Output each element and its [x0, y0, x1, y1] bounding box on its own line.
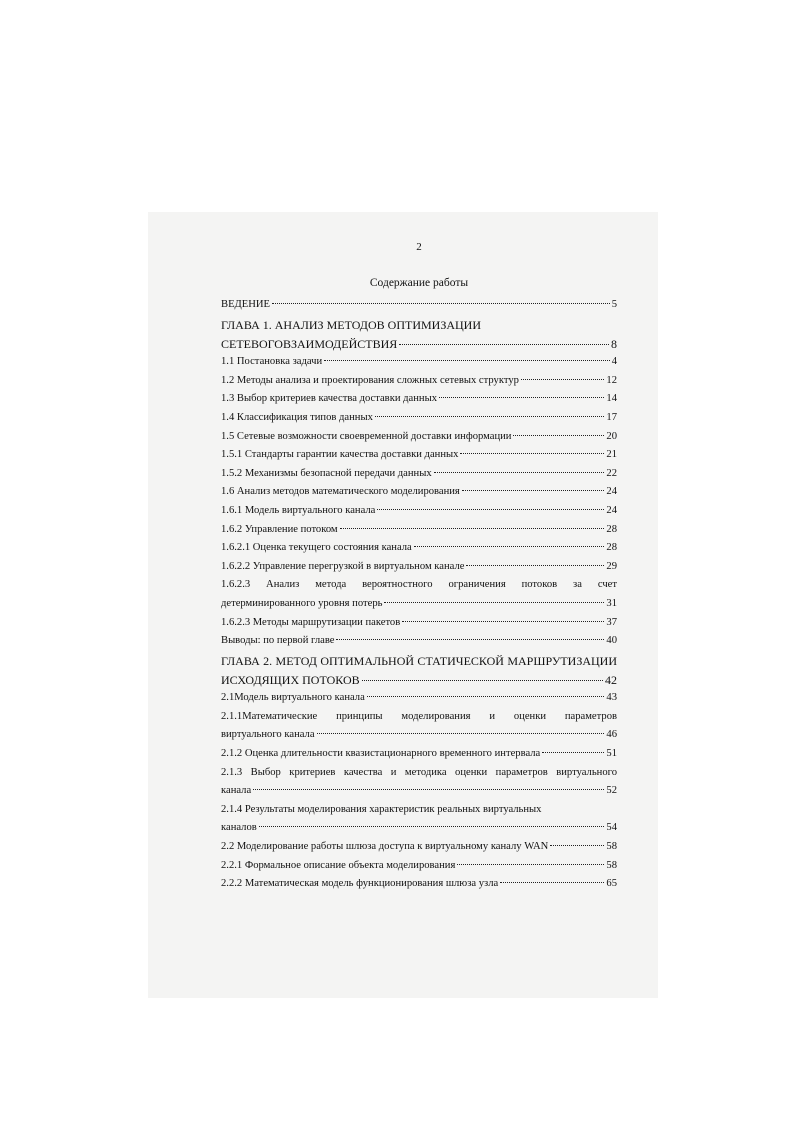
toc-entry-title: 2.2 Моделирование работы шлюза доступа к виртуальному каналу WAN	[221, 841, 549, 853]
toc-entry[interactable]	[221, 819, 617, 838]
toc-entry-title: 2.1.2 Оценка длительности квазистационарного временного интервала	[221, 748, 541, 760]
toc-entry-title: 1.5.1 Стандарты гарантии качества доставки данных	[221, 449, 459, 461]
toc-entry-first-line[interactable]: 2.1.1Математические принципы моделирования и оценки параметров	[221, 710, 617, 722]
toc-entry-title: Выводы: по первой главе	[221, 635, 335, 647]
toc-entry[interactable]	[221, 465, 617, 484]
toc-entry[interactable]	[221, 726, 617, 745]
toc-entry[interactable]	[221, 875, 617, 894]
toc-entry-page: 58	[606, 841, 617, 853]
toc-entry[interactable]	[221, 521, 617, 540]
toc-leader-dots	[466, 564, 604, 566]
toc-entry-title: ИСХОДЯЩИХ ПОТОКОВ	[221, 672, 360, 687]
toc-entry-page: 54	[606, 822, 617, 834]
toc-entry-title: канала	[221, 785, 252, 797]
toc-entry-page: 28	[606, 523, 617, 535]
toc-entry-page: 58	[606, 859, 617, 871]
page-number: 2	[416, 241, 422, 253]
toc-entry[interactable]	[221, 745, 617, 764]
toc-entry-page: 21	[606, 449, 617, 461]
toc-leader-dots	[457, 863, 604, 865]
toc-leader-dots	[324, 359, 610, 361]
toc-entry-title: виртуального канала	[221, 729, 315, 741]
toc-entry[interactable]	[221, 595, 617, 614]
toc-entry-page: 5	[611, 299, 617, 310]
toc-entry-title: 2.1Модель виртуального канала	[221, 692, 365, 704]
toc-entry-title: 1.1 Постановка задачи	[221, 356, 323, 368]
toc-entry-page: 24	[606, 486, 617, 498]
toc-entry[interactable]	[221, 335, 617, 354]
toc-entry[interactable]	[221, 372, 617, 391]
toc-entry-title: 1.6.2.1 Оценка текущего состояния канала	[221, 542, 412, 554]
toc-leader-dots	[259, 825, 605, 827]
toc-entry[interactable]	[221, 390, 617, 409]
toc-page	[221, 236, 617, 894]
toc-leader-dots	[500, 881, 604, 883]
toc-chapter-heading[interactable]: ГЛАВА 2. МЕТОД ОПТИМАЛЬНОЙ СТАТИЧЕСКОЙ МАРШРУТИЗАЦИИ	[221, 653, 617, 668]
toc-entry[interactable]	[221, 614, 617, 633]
toc-entry-page: 28	[606, 542, 617, 554]
toc-entry-page: 37	[606, 616, 617, 628]
toc-leader-dots	[550, 844, 604, 846]
toc-leader-dots	[384, 601, 604, 603]
toc-entry-title: СЕТЕВОГОВЗАИМОДЕЙСТВИЯ	[221, 336, 398, 351]
toc-entry-title: детерминированного уровня потерь	[221, 597, 383, 609]
toc-entry-page: 17	[606, 411, 617, 423]
toc-entry[interactable]	[221, 671, 617, 690]
toc-leader-dots	[377, 508, 604, 510]
toc-entry-title: каналов	[221, 822, 257, 834]
toc-entry[interactable]	[221, 409, 617, 428]
toc-entry-page: 52	[606, 785, 617, 797]
toc-entry-title: 1.5.2 Механизмы безопасной передачи данных	[221, 467, 432, 479]
toc-entry-page: 20	[606, 430, 617, 442]
toc-entry-first-line[interactable]: 1.6.2.3 Анализ метода вероятностного ограничения потоков за счет	[221, 579, 617, 591]
toc-leader-dots	[521, 378, 604, 380]
toc-leader-dots	[317, 732, 605, 734]
toc-leader-dots	[375, 415, 605, 417]
toc-entry-title: 1.6.2.2 Управление перегрузкой в виртуальном канале	[221, 560, 465, 572]
toc-leader-dots	[439, 396, 604, 398]
toc-leader-dots	[362, 679, 603, 681]
toc-entry[interactable]	[221, 558, 617, 577]
toc-entry[interactable]	[221, 632, 617, 651]
toc-chapter-heading[interactable]: ГЛАВА 1. АНАЛИЗ МЕТОДОВ ОПТИМИЗАЦИИ	[221, 317, 482, 332]
toc-entry-title: 1.6.2 Управление потоком	[221, 523, 338, 535]
toc-entry[interactable]	[221, 838, 617, 857]
toc-entry[interactable]	[221, 502, 617, 521]
toc-title: Содержание работы	[369, 277, 469, 289]
toc-leader-dots	[399, 343, 609, 345]
toc-entry-page: 51	[606, 748, 617, 760]
toc-entry-page: 65	[606, 878, 617, 890]
toc-entry-page: 14	[606, 393, 617, 405]
toc-entry-page: 42	[605, 672, 617, 687]
toc-leader-dots	[402, 620, 604, 622]
toc-entry[interactable]	[221, 539, 617, 558]
toc-entry-title: 1.2 Методы анализа и проектирования сложных сетевых структур	[221, 374, 519, 386]
toc-entry-page: 40	[606, 635, 617, 647]
toc-entry-title: 1.3 Выбор критериев качества доставки данных	[221, 393, 437, 405]
toc-entry[interactable]	[221, 446, 617, 465]
toc-entry-title: 2.2.2 Математическая модель функционирования шлюза узла	[221, 878, 499, 890]
toc-entry-title: 2.2.1 Формальное описание объекта моделирования	[221, 859, 456, 871]
toc-leader-dots	[340, 527, 605, 529]
toc-leader-dots	[414, 545, 605, 547]
toc-leader-dots	[367, 695, 605, 697]
toc-entry-page: 12	[606, 374, 617, 386]
toc-entry-first-line[interactable]: 2.1.3 Выбор критериев качества и методика оценки параметров виртуального	[221, 766, 617, 778]
toc-entry-title: 1.4 Классификация типов данных	[221, 411, 373, 423]
toc-entry-page: 22	[606, 467, 617, 479]
toc-entry-title: 1.6.2.3 Методы маршрутизации пакетов	[221, 616, 401, 628]
toc-entry-first-line[interactable]: 2.1.4 Результаты моделирования характеристик реальных виртуальных	[221, 803, 542, 815]
toc-leader-dots	[272, 302, 610, 304]
toc-entry-page: 29	[606, 560, 617, 572]
toc-entry[interactable]	[221, 483, 617, 502]
toc-entry-page: 31	[606, 597, 617, 609]
toc-leader-dots	[434, 471, 605, 473]
toc-leader-dots	[462, 489, 605, 491]
toc-entry-title: 1.6.1 Модель виртуального канала	[221, 504, 376, 516]
toc-leader-dots	[460, 452, 604, 454]
toc-entry-page: 43	[606, 692, 617, 704]
toc-entry-title: ВЕДЕНИЕ	[221, 299, 271, 310]
toc-entry-title: 1.5 Сетевые возможности своевременной доставки информации	[221, 430, 512, 442]
toc-entry-page: 4	[611, 356, 617, 368]
toc-entry[interactable]	[221, 428, 617, 447]
toc-entry-title: 1.6 Анализ методов математического моделирования	[221, 486, 460, 498]
toc-leader-dots	[542, 751, 604, 753]
toc-leader-dots	[336, 638, 604, 640]
toc-entry[interactable]	[221, 353, 617, 372]
toc-entry[interactable]	[221, 689, 617, 708]
toc-entry-page: 46	[606, 729, 617, 741]
toc-entry[interactable]	[221, 857, 617, 876]
toc-entry[interactable]	[221, 296, 617, 315]
toc-leader-dots	[253, 788, 604, 790]
toc-entry[interactable]	[221, 782, 617, 801]
toc-entry-page: 8	[611, 336, 617, 351]
toc-leader-dots	[513, 434, 604, 436]
toc-entry-page: 24	[606, 504, 617, 516]
